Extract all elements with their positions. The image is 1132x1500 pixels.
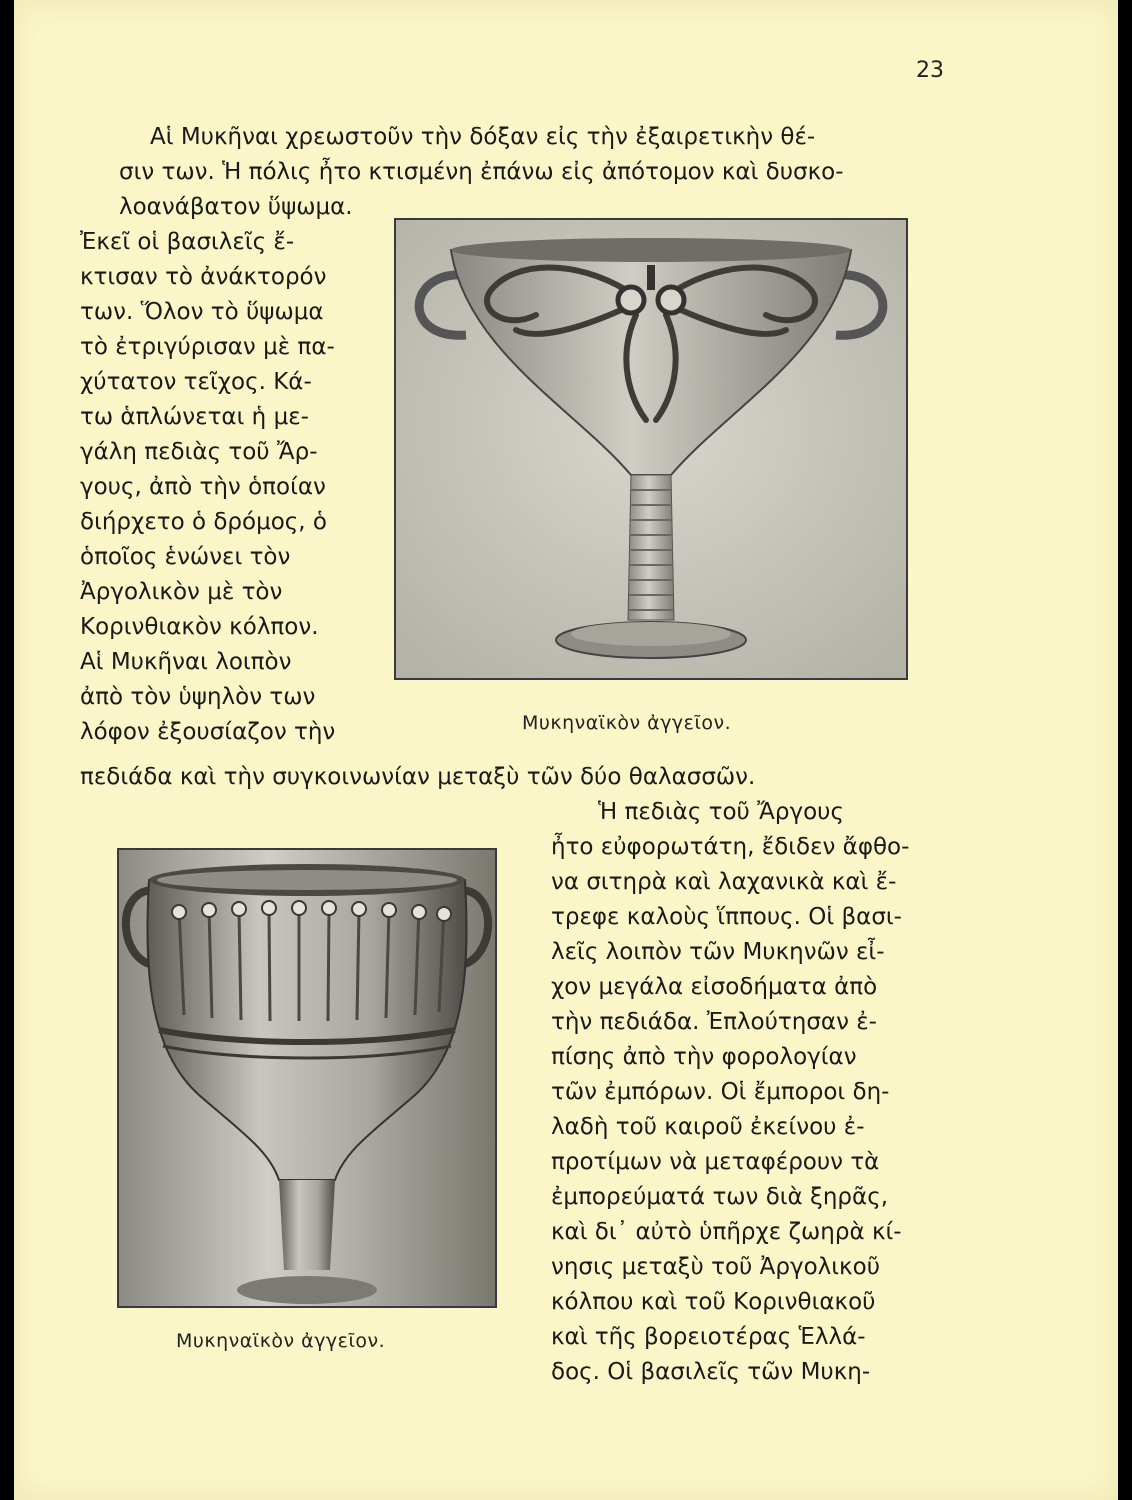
figure-caption: Μυκηναϊκὸν ἀγγεῖον.	[176, 1330, 386, 1352]
text-line: τὸ ἐτριγύρισαν μὲ πα-	[80, 334, 335, 360]
text-line: τῶν ἐμπόρων. Οἱ ἔμποροι δη-	[551, 1079, 890, 1105]
text-line: νησις μεταξὺ τοῦ Ἀργολικοῦ	[551, 1254, 880, 1280]
text-line: ἀπὸ τὸν ὑψηλὸν των	[80, 684, 316, 710]
page-number: 23	[916, 58, 944, 83]
text-line: διήρχετο ὁ δρόμος, ὁ	[80, 509, 328, 535]
text-line: τὴν πεδιάδα. Ἐπλούτησαν ἐ-	[551, 1009, 877, 1035]
text-line: Ἡ πεδιὰς τοῦ Ἄργους	[598, 799, 844, 825]
text-line: Ἐκεῖ οἱ βασιλεῖς ἔ-	[80, 229, 295, 255]
text-line: ἦτο εὐφορωτάτη, ἔδιδεν ἄφθο-	[551, 834, 910, 860]
text-line: γους, ἀπὸ τὴν ὁποίαν	[80, 474, 326, 500]
text-line: λοανάβατον ὕψωμα.	[119, 194, 353, 220]
figure-goblet	[394, 218, 908, 680]
text-line: σιν των. Ἡ πόλις ἦτο κτισμένη ἐπάνω εἰς ἀπότομον καὶ δυσκο-	[119, 159, 844, 185]
text-line: Αἱ Μυκῆναι λοιπὸν	[80, 649, 292, 675]
text-line: κόλπου καὶ τοῦ Κορινθιακοῦ	[551, 1289, 876, 1315]
text-line: καὶ τῆς βορειοτέρας Ἑλλά-	[551, 1324, 866, 1350]
text-line: λόφον ἐξουσίαζον τὴν	[80, 719, 336, 745]
text-line: των. Ὅλον τὸ ὕψωμα	[80, 299, 324, 325]
text-line: Αἱ Μυκῆναι χρεωστοῦν τὴν δόξαν εἰς τὴν ἐξαιρετικὴν θέ-	[150, 124, 816, 150]
mycenaean-goblet-icon	[396, 220, 906, 678]
text-line: πεδιάδα καὶ τὴν συγκοινωνίαν μεταξὺ τῶν δύο θαλασσῶν.	[80, 764, 756, 790]
text-line: πίσης ἀπὸ τὴν φορολογίαν	[551, 1044, 857, 1070]
text-line: χύτατον τεῖχος. Κά-	[80, 369, 312, 395]
mycenaean-krater-icon	[119, 850, 495, 1306]
text-line: Ἀργολικὸν μὲ τὸν	[80, 579, 283, 605]
text-line: χον μεγάλα εἰσοδήματα ἀπὸ	[551, 974, 878, 1000]
text-line: κτισαν τὸ ἀνάκτορόν	[80, 264, 327, 290]
book-page	[14, 0, 1118, 1500]
text-line: δος. Οἱ βασιλεῖς τῶν Μυκη-	[551, 1359, 871, 1385]
text-line: καὶ δι᾽ αὐτὸ ὑπῆρχε ζωηρὰ κί-	[551, 1219, 902, 1245]
text-line: προτίμων νὰ μεταφέρουν τὰ	[551, 1149, 880, 1175]
text-line: τω ἁπλώνεται ἡ με-	[80, 404, 309, 430]
text-line: τρεφε καλοὺς ἵππους. Οἱ βασι-	[551, 904, 902, 930]
figure-caption: Μυκηναϊκὸν ἀγγεῖον.	[522, 712, 732, 734]
text-line: γάλη πεδιὰς τοῦ Ἄρ-	[80, 439, 318, 465]
text-line: λεῖς λοιπὸν τῶν Μυκηνῶν εἶ-	[551, 939, 885, 965]
figure-krater	[117, 848, 497, 1308]
text-line: ἐμπορεύματά των διὰ ξηρᾶς,	[551, 1184, 889, 1210]
text-line: λαδὴ τοῦ καιροῦ ἐκείνου ἐ-	[551, 1114, 865, 1140]
text-line: να σιτηρὰ καὶ λαχανικὰ καὶ ἔ-	[551, 869, 897, 895]
text-line: Κορινθιακὸν κόλπον.	[80, 614, 319, 640]
text-line: ὁποῖος ἑνώνει τὸν	[80, 544, 291, 570]
